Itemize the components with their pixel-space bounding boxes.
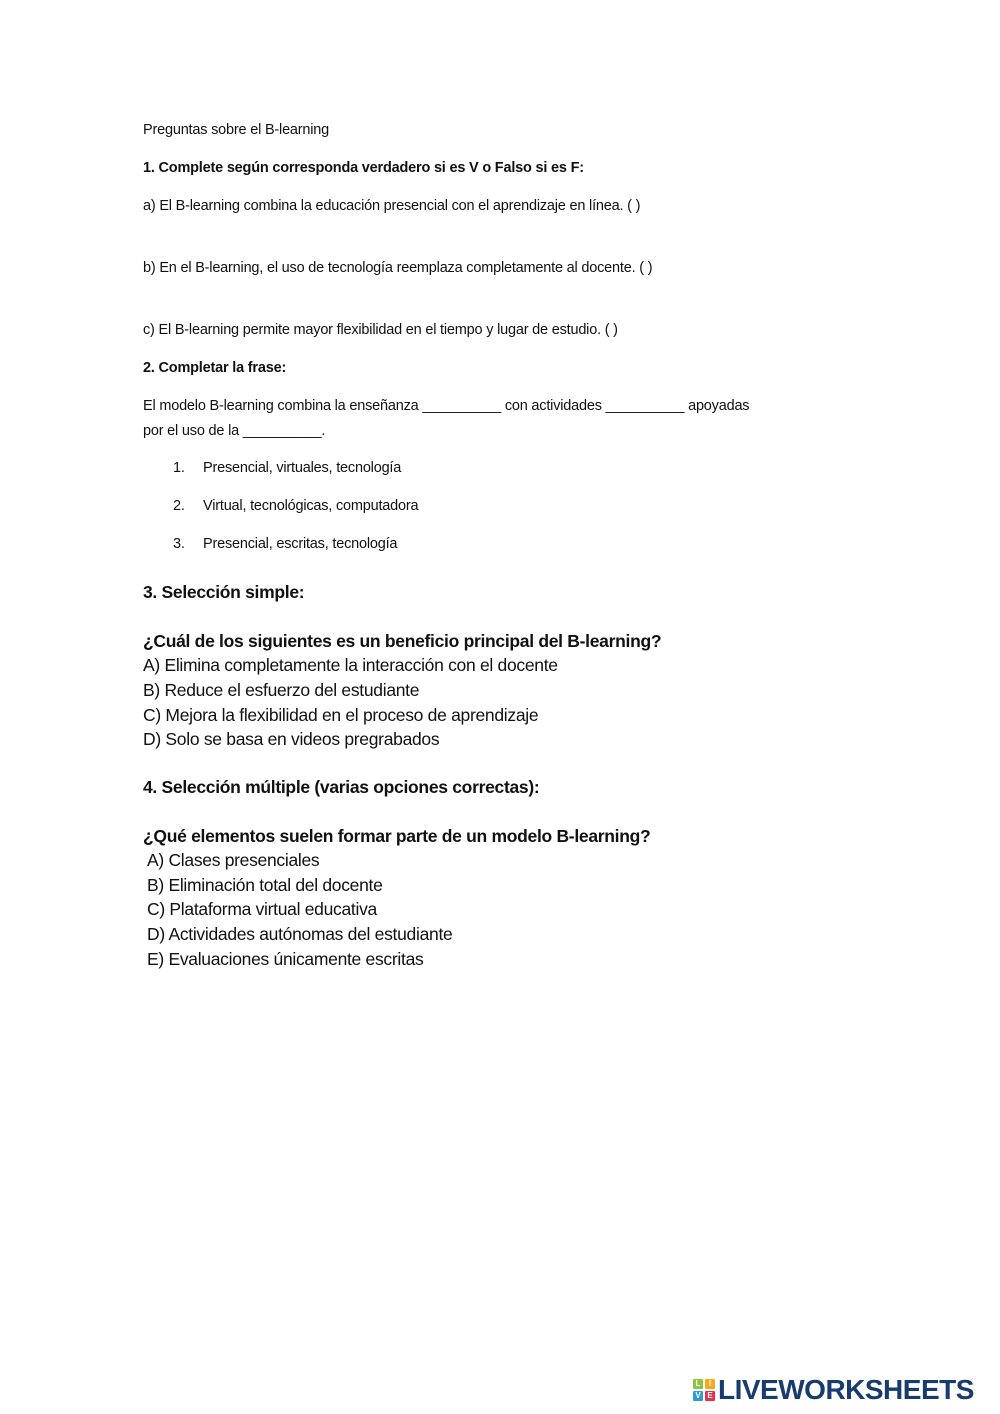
q4-option-a: A) Clases presenciales [147,850,320,870]
logo-tile: V [693,1391,703,1401]
q4-option-e: E) Evaluaciones únicamente escritas [147,949,424,969]
q3-heading: 3. Selección simple: [143,582,305,602]
q3-option-b: B) Reduce el esfuerzo del estudiante [143,680,420,700]
logo-tile: E [705,1391,715,1401]
logo-text: LIVEWORKSHEETS [718,1374,974,1405]
q3-option-a: A) Elimina completamente la interacción con el docente [143,655,558,675]
option-text: Virtual, tecnológicas, computadora [203,498,419,514]
q2-heading: 2. Completar la frase: [143,360,287,376]
q2-sentence-line2: por el uso de la __________. [143,423,326,439]
q4-heading: 4. Selección múltiple (varias opciones correctas): [143,777,540,797]
option-number: 3. [173,536,185,552]
logo-tile: I [705,1379,715,1389]
option-text: Presencial, virtuales, tecnología [203,460,402,476]
page-title: Preguntas sobre el B-learning [143,122,330,138]
q3-option-d: D) Solo se basa en videos pregrabados [143,729,440,749]
q1-item-b: b) En el B-learning, el uso de tecnología reemplaza completamente al docente. ( ) [143,260,653,276]
q3-option-c: C) Mejora la flexibilidad en el proceso de aprendizaje [143,705,539,725]
q2-sentence-line1: El modelo B-learning combina la enseñanza __________ con actividades __________ apoyadas [143,398,750,414]
q1-item-c: c) El B-learning permite mayor flexibilidad en el tiempo y lugar de estudio. ( ) [143,322,618,338]
q4-option-c: C) Plataforma virtual educativa [147,899,377,919]
option-number: 1. [173,460,185,476]
option-number: 2. [173,498,185,514]
option-text: Presencial, escritas, tecnología [203,536,398,552]
q4-option-b: B) Eliminación total del docente [147,875,383,895]
q1-heading: 1. Complete según corresponda verdadero si es V o Falso si es F: [143,160,584,176]
liveworksheets-logo [693,1376,974,1404]
q4-question: ¿Qué elementos suelen formar parte de un modelo B-learning? [143,826,651,846]
q3-question: ¿Cuál de los siguientes es un beneficio principal del B-learning? [143,631,662,651]
logo-tiles-icon [693,1379,715,1401]
q1-item-a: a) El B-learning combina la educación presencial con el aprendizaje en línea. ( ) [143,198,641,214]
logo-tile: L [693,1379,703,1389]
q4-option-d: D) Actividades autónomas del estudiante [147,924,453,944]
